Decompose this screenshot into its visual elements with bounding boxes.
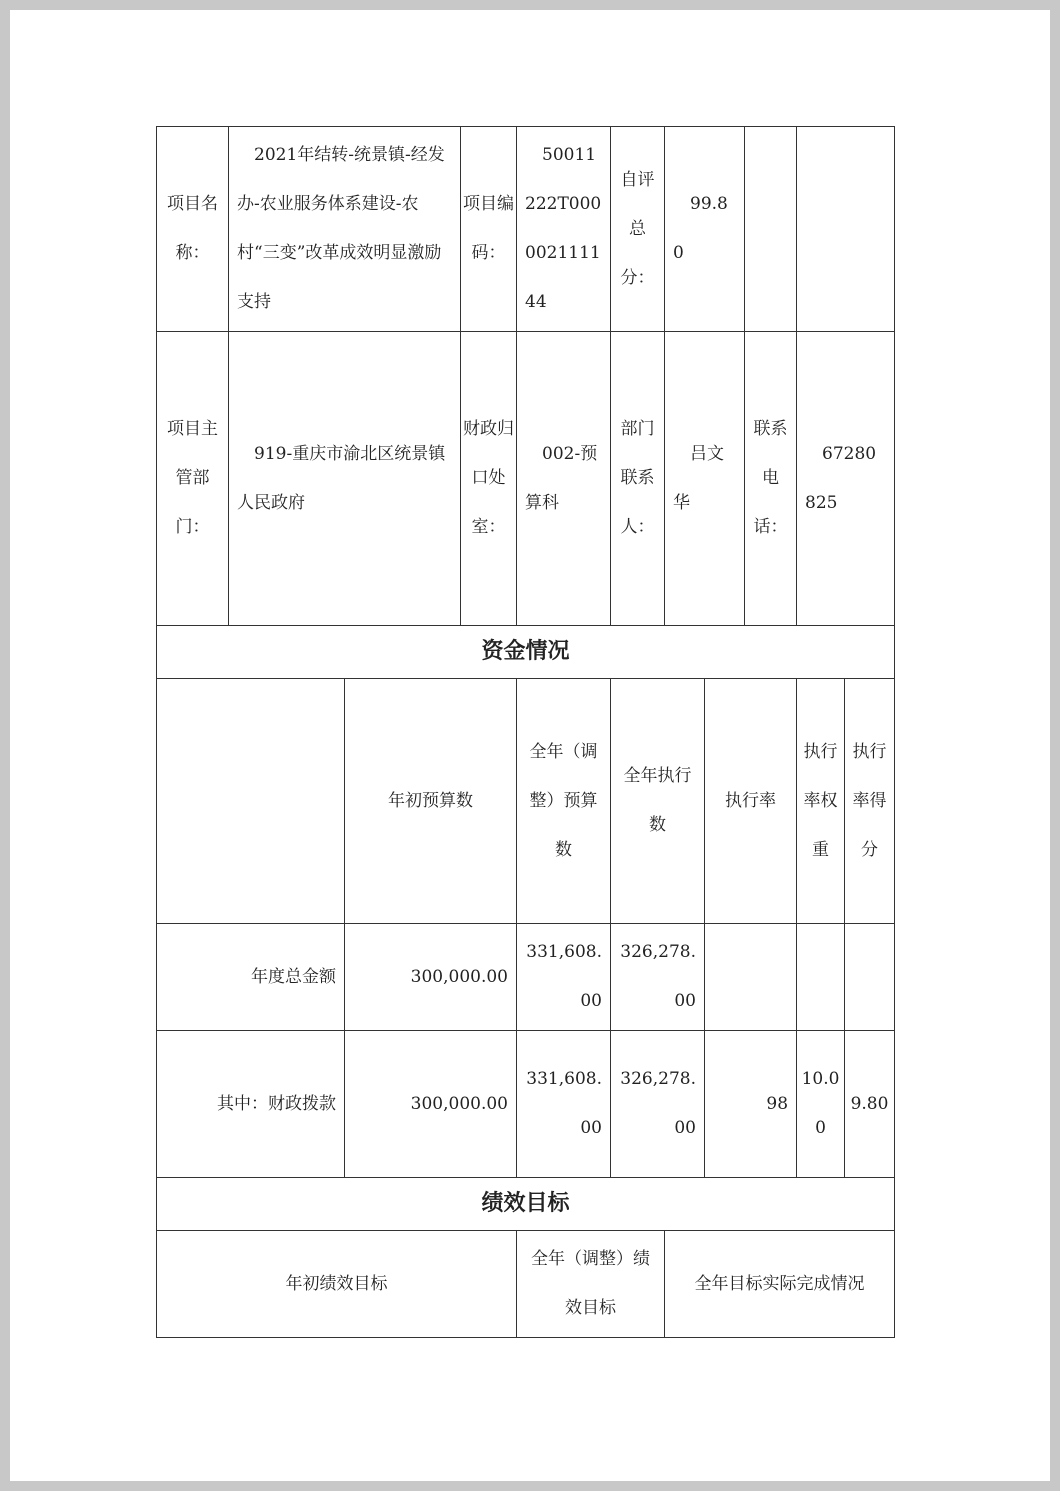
initial-goal-header: 年初绩效目标 — [157, 1231, 517, 1338]
funding-total-row — [157, 924, 895, 1031]
finance-office-label: 财政归口处室： — [461, 332, 517, 626]
rate-weight-value — [797, 924, 845, 1031]
executed-value: 326,278.00 — [611, 1031, 705, 1178]
contact-label: 部门联系人： — [611, 332, 665, 626]
funding-fiscal-row — [157, 1031, 895, 1178]
initial-budget-value: 300,000.00 — [345, 1031, 517, 1178]
project-name-value: 2021年结转-统景镇-经发办-农业服务体系建设-农村“三变”改革成效明显激励支持 — [229, 127, 461, 332]
execution-rate-value: 98 — [705, 1031, 797, 1178]
finance-office-value: 002-预算科 — [517, 332, 611, 626]
performance-section-row — [157, 1178, 895, 1231]
rate-weight-header: 执行率权重 — [797, 679, 845, 924]
phone-value: 67280825 — [797, 332, 895, 626]
actual-completion-header: 全年目标实际完成情况 — [665, 1231, 895, 1338]
contact-value: 吕文华 — [665, 332, 745, 626]
rate-score-value — [845, 924, 895, 1031]
project-name-row — [157, 127, 895, 332]
funding-section-row — [157, 626, 895, 679]
performance-header-row — [157, 1231, 895, 1338]
adjusted-budget-value: 331,608.00 — [517, 1031, 611, 1178]
project-code-value: 50011222T000002111144 — [517, 127, 611, 332]
empty-cell — [797, 127, 895, 332]
empty-cell — [745, 127, 797, 332]
rate-score-value: 9.80 — [845, 1031, 895, 1178]
empty-cell — [157, 679, 345, 924]
rate-weight-value: 10.00 — [797, 1031, 845, 1178]
self-score-label: 自评总分： — [611, 127, 665, 332]
funding-section-title: 资金情况 — [157, 626, 895, 679]
initial-budget-value: 300,000.00 — [345, 924, 517, 1031]
department-value: 919-重庆市渝北区统景镇人民政府 — [229, 332, 461, 626]
project-code-label: 项目编码： — [461, 127, 517, 332]
funding-header-row — [157, 679, 895, 924]
performance-section-title: 绩效目标 — [157, 1178, 895, 1231]
rate-score-header: 执行率得分 — [845, 679, 895, 924]
self-score-value: 99.80 — [665, 127, 745, 332]
row-label: 年度总金额 — [157, 924, 345, 1031]
execution-rate-header: 执行率 — [705, 679, 797, 924]
adjusted-goal-header: 全年（调整）绩效目标 — [517, 1231, 665, 1338]
project-evaluation-table — [156, 126, 895, 1338]
project-name-label: 项目名称： — [157, 127, 229, 332]
execution-rate-value — [705, 924, 797, 1031]
initial-budget-header: 年初预算数 — [345, 679, 517, 924]
executed-header: 全年执行数 — [611, 679, 705, 924]
department-label: 项目主管部门： — [157, 332, 229, 626]
adjusted-budget-value: 331,608.00 — [517, 924, 611, 1031]
executed-value: 326,278.00 — [611, 924, 705, 1031]
adjusted-budget-header: 全年（调整）预算数 — [517, 679, 611, 924]
department-row — [157, 332, 895, 626]
phone-label: 联系电话： — [745, 332, 797, 626]
row-label: 其中：财政拨款 — [157, 1031, 345, 1178]
